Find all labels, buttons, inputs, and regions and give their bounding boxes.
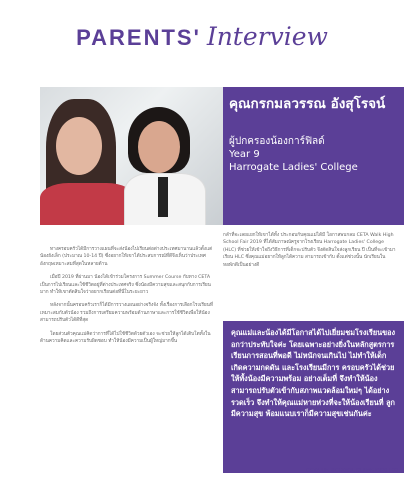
left-paragraph: ทางครอบครัวได้มีการวางแผนที่จะส่งน้องไปเรียนต่อต่างประเทศมานานแล้วตั้งแต่น้องยังเล็ก (ประมาณ 10-14 ปี) ซึ่งอยากให้เขาได้ประสบการณ์ที่ดีจึงเห็นว่าประเทศอังกฤษเหมาะสมที่สุดในหลายด้าน [40,247,213,267]
left-column [40,246,218,351]
header-parents: PARENTS' [76,25,201,50]
page-footer: CETA UK SCHOOL GUIDE 2020 | 33 [305,468,398,474]
left-paragraph: หลังจากนั้นครอบครัวเราก็ได้มีการวางแผนอย่างจริงจัง ทั้งเรื่องการเลือกโรงเรียนที่เหมาะสมกับตัวน้อง รวมถึงการเตรียมความพร้อมด้านภาษาและการใช้ชีวิตเพื่อให้น้องสามารถปรับตัวได้ดีที่สุด [40,303,213,324]
left-paragraph: เมื่อปี 2019 ที่ผ่านมา น้องได้เข้าร่วมโครงการ Summer Course กับทาง CETA เป็นการไปเรียนและใช้ชีวิตอยู่ที่ต่างประเทศจริง ซึ่งน้องมีความสุขและสนุกกับการเรียนมาก ทำให้เขาตัดสินใจว่าอยากเรียนต่อที่นี่ในระยะยาว [40,275,211,296]
header-interview: Interview [206,22,328,51]
photo-figure-mother-shirt [40,183,135,225]
page-header [0,22,404,51]
interview-photo [40,87,223,225]
left-paragraph: โดยส่วนตัวคุณแม่คิดว่าการที่ได้ไปใช้ชีวิตด้วยตัวเอง จะช่วยให้ลูกได้เติบโตทั้งในด้านความคิดและความรับผิดชอบ ทำให้น้องมีความเป็นผู้ใหญ่มากขึ้น [40,331,211,345]
profile-role [229,135,399,174]
photo-figure-daughter-face [138,121,180,173]
profile-role-school: Harrogate Ladies' College [229,162,358,173]
photo-figure-mother-face [56,117,102,175]
pull-quote-text: คุณแม่และน้องได้มีโอกาสได้ไปเยี่ยมชมโรงเรียนของอกว่าประทับใจค่ะ โดยเฉพาะอย่างยิ่งในหลักสูตรการเรียนการสอนที่พอดี ไม่หนักจนเกินไป ไม่ทำให้เด็กเกิดความกดดัน และโรงเรียนมีการ ครอบครัวได้ช่วยให้ทั้งน้องมีความพร้อม อย่างเต็มที่ จึงทำให้น้องสามารถปรับตัวเข้ากับสภาพแวดล้อมใหม่ๆ ได้อย่างรวดเร็ว จึงทำให้คุณแม่หายห่วงที่จะให้น้องเรียนที่ ลูกมีความสุข พ้อมแนบเราก็มีความสุขเช่นกันค่ะ [231,328,396,419]
photo-figure-daughter-tie [158,177,168,217]
profile-role-parent: ผู้ปกครองน้องการ์ฟิลด์ [229,136,325,147]
right-column-text: กลำที่จะเลยแยกให้เขาได้ทั้ง ประกอบกับคุณแม่ได้มี โอกาสพบกลม CETA Walk High School Fair 2019 ที่ได้สัมภาษณ์ครูจากโรงเรียน Harrogate Ladies' College (HLC) ที่ช่วยให้เข้าใจถึงวิธีการที่เด็กจะปรับตัว จึงตัดสินใจส่งลูกเรียน ปี เป็นที่จะเข้ามาเรียน HLC ซึ่งคุณแม่อยากให้ลูกได้ความ สามารถเข้ากับ ตั้งแต่ช่วงนั้น นักเรียนในหอพักดีเป็นอย่างดี [223,233,396,268]
profile-box [223,87,404,225]
profile-name: คุณกรกมลวรรณ อังสุโรจน์ [229,96,386,112]
profile-role-year: Year 9 [229,149,260,160]
pull-quote-box [223,321,404,473]
